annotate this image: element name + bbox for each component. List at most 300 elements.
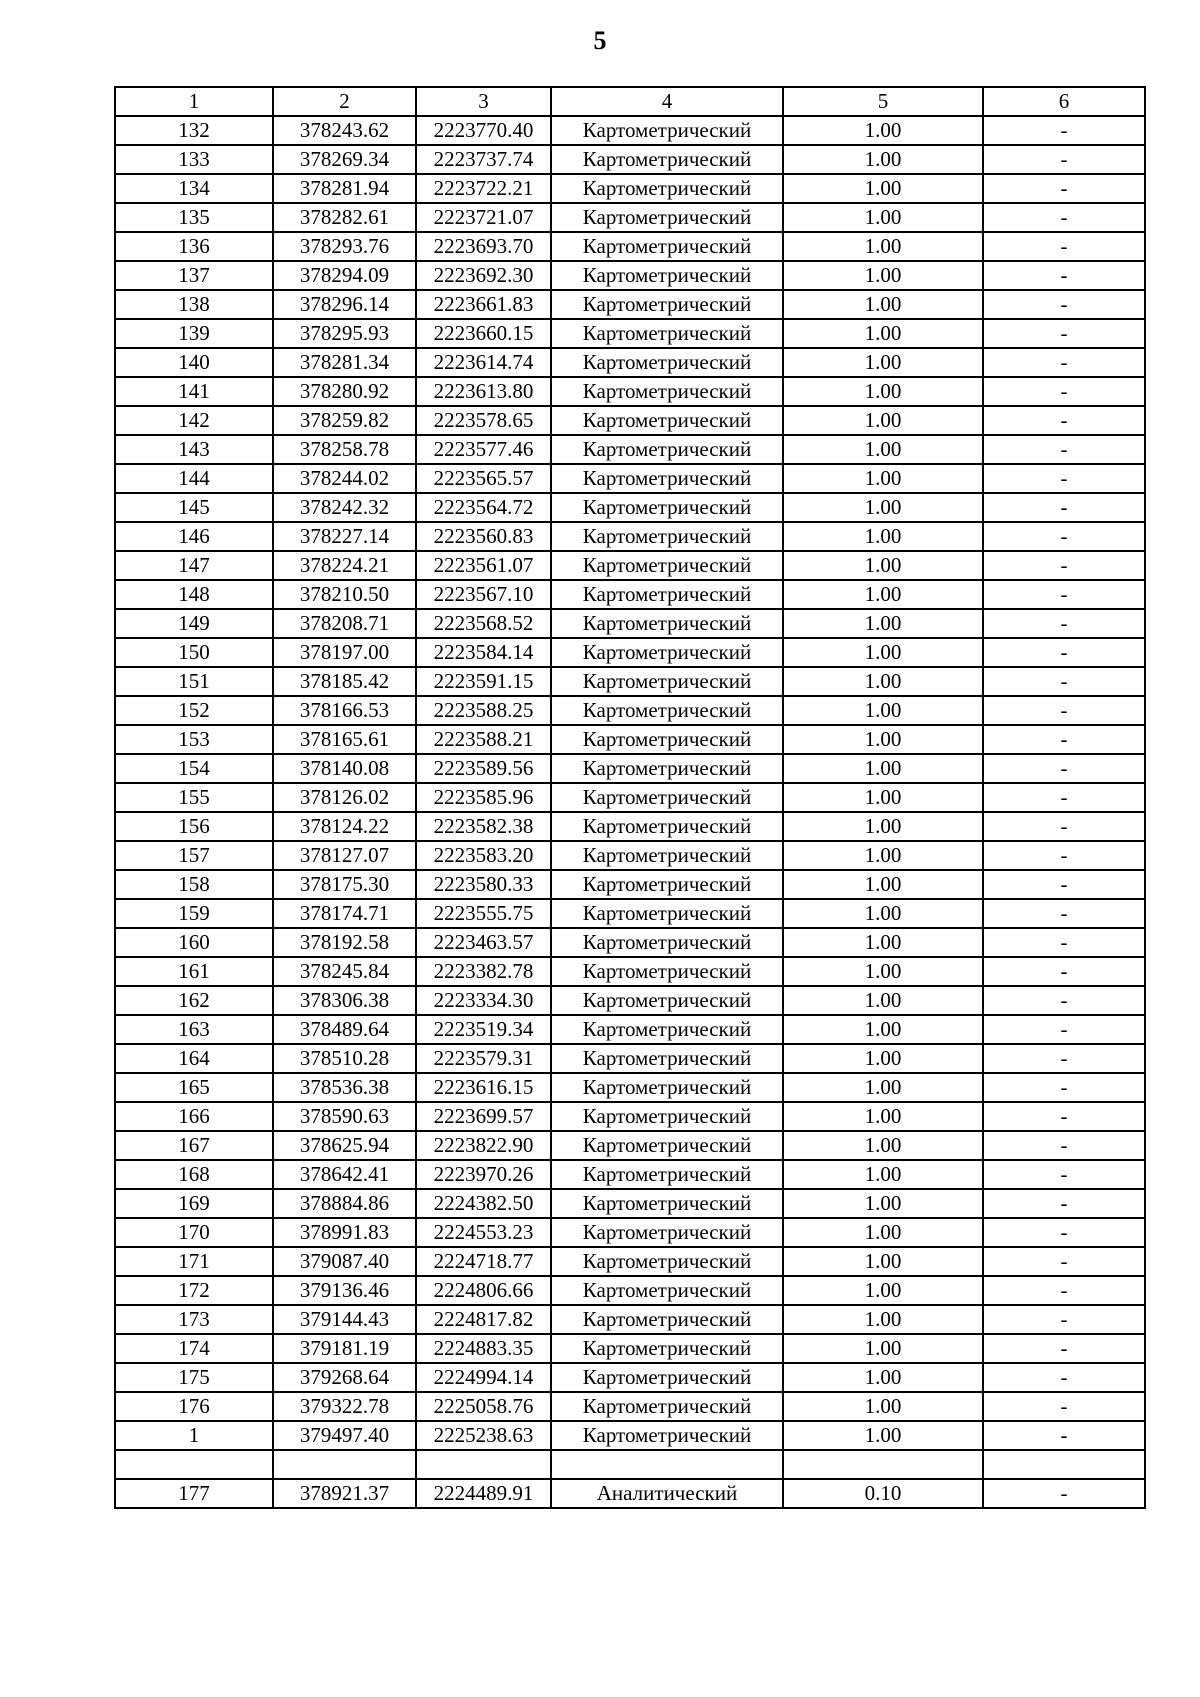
x-coordinate-cell: 378185.42 <box>273 667 416 696</box>
point-number-cell: 152 <box>115 696 273 725</box>
description-cell: - <box>983 1160 1145 1189</box>
point-number-cell: 157 <box>115 841 273 870</box>
description-cell: - <box>983 580 1145 609</box>
header-row <box>115 87 1145 116</box>
accuracy-cell: 1.00 <box>783 319 983 348</box>
accuracy-cell: 1.00 <box>783 580 983 609</box>
accuracy-cell: 1.00 <box>783 754 983 783</box>
method-cell: Картометрический <box>551 638 783 667</box>
point-number-cell: 159 <box>115 899 273 928</box>
x-coordinate-cell: 378259.82 <box>273 406 416 435</box>
point-number-cell: 145 <box>115 493 273 522</box>
point-number-cell: 144 <box>115 464 273 493</box>
table-row <box>115 667 1145 696</box>
method-cell: Картометрический <box>551 928 783 957</box>
description-cell: - <box>983 1044 1145 1073</box>
x-coordinate-cell: 378210.50 <box>273 580 416 609</box>
accuracy-cell: 1.00 <box>783 1131 983 1160</box>
description-cell: - <box>983 1421 1145 1450</box>
description-cell: - <box>983 754 1145 783</box>
accuracy-cell: 1.00 <box>783 841 983 870</box>
description-cell: - <box>983 1363 1145 1392</box>
method-cell: Картометрический <box>551 609 783 638</box>
point-number-cell: 139 <box>115 319 273 348</box>
method-cell: Картометрический <box>551 464 783 493</box>
y-coordinate-cell: 2223588.25 <box>416 696 551 725</box>
description-cell: - <box>983 1247 1145 1276</box>
table-row <box>115 1305 1145 1334</box>
method-cell: Картометрический <box>551 1218 783 1247</box>
y-coordinate-cell: 2223613.80 <box>416 377 551 406</box>
method-cell: Картометрический <box>551 1044 783 1073</box>
method-cell: Аналитический <box>551 1479 783 1508</box>
method-cell: Картометрический <box>551 377 783 406</box>
point-number-cell: 147 <box>115 551 273 580</box>
accuracy-cell: 1.00 <box>783 899 983 928</box>
method-cell: Картометрический <box>551 667 783 696</box>
accuracy-cell: 1.00 <box>783 1015 983 1044</box>
table-row <box>115 464 1145 493</box>
y-coordinate-cell: 2223580.33 <box>416 870 551 899</box>
y-coordinate-cell: 2223382.78 <box>416 957 551 986</box>
description-cell: - <box>983 1015 1145 1044</box>
accuracy-cell: 1.00 <box>783 290 983 319</box>
y-coordinate-cell: 2223588.21 <box>416 725 551 754</box>
description-cell: - <box>983 957 1145 986</box>
y-coordinate-cell: 2223822.90 <box>416 1131 551 1160</box>
x-coordinate-cell: 379181.19 <box>273 1334 416 1363</box>
accuracy-cell: 1.00 <box>783 1363 983 1392</box>
x-coordinate-cell: 378510.28 <box>273 1044 416 1073</box>
x-coordinate-cell: 379268.64 <box>273 1363 416 1392</box>
point-number-cell: 177 <box>115 1479 273 1508</box>
point-number-cell: 150 <box>115 638 273 667</box>
method-cell: Картометрический <box>551 1305 783 1334</box>
table-row <box>115 1450 1145 1479</box>
method-cell <box>551 1450 783 1479</box>
description-cell: - <box>983 174 1145 203</box>
method-cell: Картометрический <box>551 1334 783 1363</box>
point-number-cell: 175 <box>115 1363 273 1392</box>
accuracy-cell: 1.00 <box>783 1160 983 1189</box>
description-cell: - <box>983 348 1145 377</box>
y-coordinate-cell: 2223616.15 <box>416 1073 551 1102</box>
y-coordinate-cell: 2224553.23 <box>416 1218 551 1247</box>
table-row <box>115 783 1145 812</box>
x-coordinate-cell: 378306.38 <box>273 986 416 1015</box>
description-cell: - <box>983 725 1145 754</box>
point-number-cell: 164 <box>115 1044 273 1073</box>
y-coordinate-cell: 2224489.91 <box>416 1479 551 1508</box>
accuracy-cell: 1.00 <box>783 406 983 435</box>
accuracy-cell: 1.00 <box>783 435 983 464</box>
y-coordinate-cell: 2223568.52 <box>416 609 551 638</box>
x-coordinate-cell: 379136.46 <box>273 1276 416 1305</box>
accuracy-cell: 1.00 <box>783 812 983 841</box>
accuracy-cell: 1.00 <box>783 986 983 1015</box>
point-number-cell: 137 <box>115 261 273 290</box>
method-cell: Картометрический <box>551 522 783 551</box>
x-coordinate-cell: 378127.07 <box>273 841 416 870</box>
table-row <box>115 1015 1145 1044</box>
method-cell: Картометрический <box>551 725 783 754</box>
x-coordinate-cell: 378197.00 <box>273 638 416 667</box>
table-row <box>115 493 1145 522</box>
table-row <box>115 870 1145 899</box>
header-cell-accuracy: 5 <box>783 87 983 116</box>
point-number-cell: 149 <box>115 609 273 638</box>
method-cell: Картометрический <box>551 841 783 870</box>
accuracy-cell: 1.00 <box>783 1189 983 1218</box>
description-cell: - <box>983 841 1145 870</box>
table-row <box>115 1044 1145 1073</box>
accuracy-cell: 1.00 <box>783 696 983 725</box>
table-row <box>115 522 1145 551</box>
method-cell: Картометрический <box>551 203 783 232</box>
accuracy-cell: 1.00 <box>783 638 983 667</box>
point-number-cell: 132 <box>115 116 273 145</box>
description-cell: - <box>983 464 1145 493</box>
accuracy-cell: 1.00 <box>783 377 983 406</box>
table-row <box>115 1102 1145 1131</box>
accuracy-cell: 1.00 <box>783 609 983 638</box>
y-coordinate-cell <box>416 1450 551 1479</box>
accuracy-cell: 1.00 <box>783 1218 983 1247</box>
method-cell: Картометрический <box>551 319 783 348</box>
description-cell: - <box>983 1276 1145 1305</box>
description-cell: - <box>983 667 1145 696</box>
point-number-cell: 167 <box>115 1131 273 1160</box>
x-coordinate-cell: 378227.14 <box>273 522 416 551</box>
description-cell: - <box>983 1189 1145 1218</box>
x-coordinate-cell: 378991.83 <box>273 1218 416 1247</box>
method-cell: Картометрический <box>551 406 783 435</box>
accuracy-cell: 1.00 <box>783 203 983 232</box>
point-number-cell: 162 <box>115 986 273 1015</box>
header-cell-method: 4 <box>551 87 783 116</box>
y-coordinate-cell: 2223584.14 <box>416 638 551 667</box>
method-cell: Картометрический <box>551 116 783 145</box>
method-cell: Картометрический <box>551 1247 783 1276</box>
description-cell: - <box>983 783 1145 812</box>
y-coordinate-cell: 2223585.96 <box>416 783 551 812</box>
method-cell: Картометрический <box>551 1363 783 1392</box>
description-cell: - <box>983 1218 1145 1247</box>
accuracy-cell: 1.00 <box>783 1102 983 1131</box>
point-number-cell: 1 <box>115 1421 273 1450</box>
method-cell: Картометрический <box>551 348 783 377</box>
table-row <box>115 1131 1145 1160</box>
point-number-cell: 160 <box>115 928 273 957</box>
description-cell: - <box>983 1305 1145 1334</box>
method-cell: Картометрический <box>551 1276 783 1305</box>
x-coordinate-cell: 378295.93 <box>273 319 416 348</box>
method-cell: Картометрический <box>551 696 783 725</box>
description-cell: - <box>983 638 1145 667</box>
table-row <box>115 1392 1145 1421</box>
description-cell: - <box>983 1479 1145 1508</box>
table-row <box>115 1276 1145 1305</box>
accuracy-cell: 1.00 <box>783 1247 983 1276</box>
x-coordinate-cell: 378258.78 <box>273 435 416 464</box>
header-cell-x: 2 <box>273 87 416 116</box>
point-number-cell: 169 <box>115 1189 273 1218</box>
description-cell: - <box>983 1131 1145 1160</box>
table-header <box>115 87 1145 116</box>
point-number-cell: 168 <box>115 1160 273 1189</box>
y-coordinate-cell: 2223583.20 <box>416 841 551 870</box>
method-cell: Картометрический <box>551 986 783 1015</box>
x-coordinate-cell: 378245.84 <box>273 957 416 986</box>
method-cell: Картометрический <box>551 899 783 928</box>
table-row <box>115 435 1145 464</box>
description-cell: - <box>983 812 1145 841</box>
table-row <box>115 145 1145 174</box>
x-coordinate-cell: 378884.86 <box>273 1189 416 1218</box>
x-coordinate-cell: 378294.09 <box>273 261 416 290</box>
y-coordinate-cell: 2223693.70 <box>416 232 551 261</box>
point-number-cell: 153 <box>115 725 273 754</box>
point-number-cell: 170 <box>115 1218 273 1247</box>
description-cell: - <box>983 1102 1145 1131</box>
table-row <box>115 290 1145 319</box>
description-cell: - <box>983 696 1145 725</box>
point-number-cell: 133 <box>115 145 273 174</box>
point-number-cell: 148 <box>115 580 273 609</box>
y-coordinate-cell: 2224806.66 <box>416 1276 551 1305</box>
point-number-cell: 165 <box>115 1073 273 1102</box>
table-row <box>115 609 1145 638</box>
y-coordinate-cell: 2223565.57 <box>416 464 551 493</box>
point-number-cell: 156 <box>115 812 273 841</box>
table-row <box>115 1247 1145 1276</box>
accuracy-cell: 1.00 <box>783 1073 983 1102</box>
x-coordinate-cell: 378126.02 <box>273 783 416 812</box>
x-coordinate-cell: 378625.94 <box>273 1131 416 1160</box>
x-coordinate-cell: 378140.08 <box>273 754 416 783</box>
method-cell: Картометрический <box>551 290 783 319</box>
accuracy-cell: 0.10 <box>783 1479 983 1508</box>
accuracy-cell: 1.00 <box>783 551 983 580</box>
table-row <box>115 203 1145 232</box>
table-row <box>115 1160 1145 1189</box>
method-cell: Картометрический <box>551 232 783 261</box>
x-coordinate-cell: 378921.37 <box>273 1479 416 1508</box>
x-coordinate-cell: 378281.34 <box>273 348 416 377</box>
table-row <box>115 1421 1145 1450</box>
method-cell: Картометрический <box>551 812 783 841</box>
table-row <box>115 1479 1145 1508</box>
y-coordinate-cell: 2223463.57 <box>416 928 551 957</box>
method-cell: Картометрический <box>551 493 783 522</box>
point-number-cell <box>115 1450 273 1479</box>
description-cell: - <box>983 290 1145 319</box>
description-cell: - <box>983 232 1145 261</box>
point-number-cell: 172 <box>115 1276 273 1305</box>
x-coordinate-cell: 378244.02 <box>273 464 416 493</box>
point-number-cell: 155 <box>115 783 273 812</box>
description-cell: - <box>983 609 1145 638</box>
table-row <box>115 986 1145 1015</box>
method-cell: Картометрический <box>551 1160 783 1189</box>
accuracy-cell: 1.00 <box>783 522 983 551</box>
description-cell: - <box>983 406 1145 435</box>
x-coordinate-cell: 378293.76 <box>273 232 416 261</box>
x-coordinate-cell: 378296.14 <box>273 290 416 319</box>
table-row <box>115 1334 1145 1363</box>
description-cell: - <box>983 435 1145 464</box>
description-cell: - <box>983 377 1145 406</box>
y-coordinate-cell: 2223577.46 <box>416 435 551 464</box>
accuracy-cell: 1.00 <box>783 464 983 493</box>
y-coordinate-cell: 2223579.31 <box>416 1044 551 1073</box>
accuracy-cell: 1.00 <box>783 1044 983 1073</box>
y-coordinate-cell: 2223722.21 <box>416 174 551 203</box>
table-row <box>115 348 1145 377</box>
coordinates-table <box>114 86 1146 1509</box>
method-cell: Картометрический <box>551 1102 783 1131</box>
y-coordinate-cell: 2223567.10 <box>416 580 551 609</box>
accuracy-cell: 1.00 <box>783 116 983 145</box>
x-coordinate-cell: 378281.94 <box>273 174 416 203</box>
point-number-cell: 163 <box>115 1015 273 1044</box>
method-cell: Картометрический <box>551 1392 783 1421</box>
description-cell: - <box>983 522 1145 551</box>
y-coordinate-cell: 2223582.38 <box>416 812 551 841</box>
y-coordinate-cell: 2223770.40 <box>416 116 551 145</box>
table-row <box>115 116 1145 145</box>
method-cell: Картометрический <box>551 1189 783 1218</box>
accuracy-cell: 1.00 <box>783 870 983 899</box>
accuracy-cell <box>783 1450 983 1479</box>
accuracy-cell: 1.00 <box>783 348 983 377</box>
accuracy-cell: 1.00 <box>783 1392 983 1421</box>
y-coordinate-cell: 2225238.63 <box>416 1421 551 1450</box>
x-coordinate-cell: 378242.32 <box>273 493 416 522</box>
x-coordinate-cell: 378175.30 <box>273 870 416 899</box>
y-coordinate-cell: 2224382.50 <box>416 1189 551 1218</box>
method-cell: Картометрический <box>551 435 783 464</box>
point-number-cell: 176 <box>115 1392 273 1421</box>
y-coordinate-cell: 2224718.77 <box>416 1247 551 1276</box>
y-coordinate-cell: 2223591.15 <box>416 667 551 696</box>
x-coordinate-cell: 379497.40 <box>273 1421 416 1450</box>
y-coordinate-cell: 2223614.74 <box>416 348 551 377</box>
description-cell: - <box>983 551 1145 580</box>
method-cell: Картометрический <box>551 870 783 899</box>
table-row <box>115 696 1145 725</box>
x-coordinate-cell: 378269.34 <box>273 145 416 174</box>
y-coordinate-cell: 2223564.72 <box>416 493 551 522</box>
x-coordinate-cell: 378590.63 <box>273 1102 416 1131</box>
x-coordinate-cell: 378166.53 <box>273 696 416 725</box>
table-row <box>115 1218 1145 1247</box>
method-cell: Картометрический <box>551 580 783 609</box>
description-cell: - <box>983 493 1145 522</box>
y-coordinate-cell: 2223721.07 <box>416 203 551 232</box>
description-cell: - <box>983 261 1145 290</box>
y-coordinate-cell: 2223561.07 <box>416 551 551 580</box>
description-cell: - <box>983 319 1145 348</box>
description-cell: - <box>983 928 1145 957</box>
accuracy-cell: 1.00 <box>783 725 983 754</box>
table-row <box>115 1073 1145 1102</box>
description-cell: - <box>983 1334 1145 1363</box>
accuracy-cell: 1.00 <box>783 783 983 812</box>
accuracy-cell: 1.00 <box>783 957 983 986</box>
table-row <box>115 899 1145 928</box>
description-cell: - <box>983 1392 1145 1421</box>
accuracy-cell: 1.00 <box>783 174 983 203</box>
point-number-cell: 134 <box>115 174 273 203</box>
y-coordinate-cell: 2223692.30 <box>416 261 551 290</box>
table-row <box>115 754 1145 783</box>
y-coordinate-cell: 2223555.75 <box>416 899 551 928</box>
method-cell: Картометрический <box>551 1073 783 1102</box>
table-row <box>115 928 1145 957</box>
y-coordinate-cell: 2224817.82 <box>416 1305 551 1334</box>
accuracy-cell: 1.00 <box>783 1305 983 1334</box>
point-number-cell: 158 <box>115 870 273 899</box>
accuracy-cell: 1.00 <box>783 928 983 957</box>
method-cell: Картометрический <box>551 754 783 783</box>
method-cell: Картометрический <box>551 145 783 174</box>
accuracy-cell: 1.00 <box>783 1421 983 1450</box>
description-cell: - <box>983 870 1145 899</box>
x-coordinate-cell: 378282.61 <box>273 203 416 232</box>
table-row <box>115 232 1145 261</box>
x-coordinate-cell: 378536.38 <box>273 1073 416 1102</box>
description-cell: - <box>983 145 1145 174</box>
header-cell-y: 3 <box>416 87 551 116</box>
point-number-cell: 146 <box>115 522 273 551</box>
table-row <box>115 377 1145 406</box>
method-cell: Картометрический <box>551 1421 783 1450</box>
point-number-cell: 140 <box>115 348 273 377</box>
x-coordinate-cell: 378489.64 <box>273 1015 416 1044</box>
method-cell: Картометрический <box>551 261 783 290</box>
table-row <box>115 580 1145 609</box>
description-cell: - <box>983 116 1145 145</box>
y-coordinate-cell: 2224994.14 <box>416 1363 551 1392</box>
y-coordinate-cell: 2223661.83 <box>416 290 551 319</box>
x-coordinate-cell: 378208.71 <box>273 609 416 638</box>
table-row <box>115 725 1145 754</box>
point-number-cell: 173 <box>115 1305 273 1334</box>
y-coordinate-cell: 2223334.30 <box>416 986 551 1015</box>
table-row <box>115 1363 1145 1392</box>
accuracy-cell: 1.00 <box>783 1334 983 1363</box>
table-row <box>115 406 1145 435</box>
x-coordinate-cell: 379144.43 <box>273 1305 416 1334</box>
x-coordinate-cell: 378165.61 <box>273 725 416 754</box>
table-row <box>115 812 1145 841</box>
table-row <box>115 841 1145 870</box>
table-body <box>115 116 1145 1508</box>
description-cell: - <box>983 203 1145 232</box>
x-coordinate-cell: 378224.21 <box>273 551 416 580</box>
header-cell-description: 6 <box>983 87 1145 116</box>
point-number-cell: 135 <box>115 203 273 232</box>
page-number: 5 <box>593 26 607 55</box>
point-number-cell: 136 <box>115 232 273 261</box>
y-coordinate-cell: 2223660.15 <box>416 319 551 348</box>
table-row <box>115 551 1145 580</box>
point-number-cell: 138 <box>115 290 273 319</box>
point-number-cell: 166 <box>115 1102 273 1131</box>
x-coordinate-cell: 378280.92 <box>273 377 416 406</box>
table-row <box>115 319 1145 348</box>
